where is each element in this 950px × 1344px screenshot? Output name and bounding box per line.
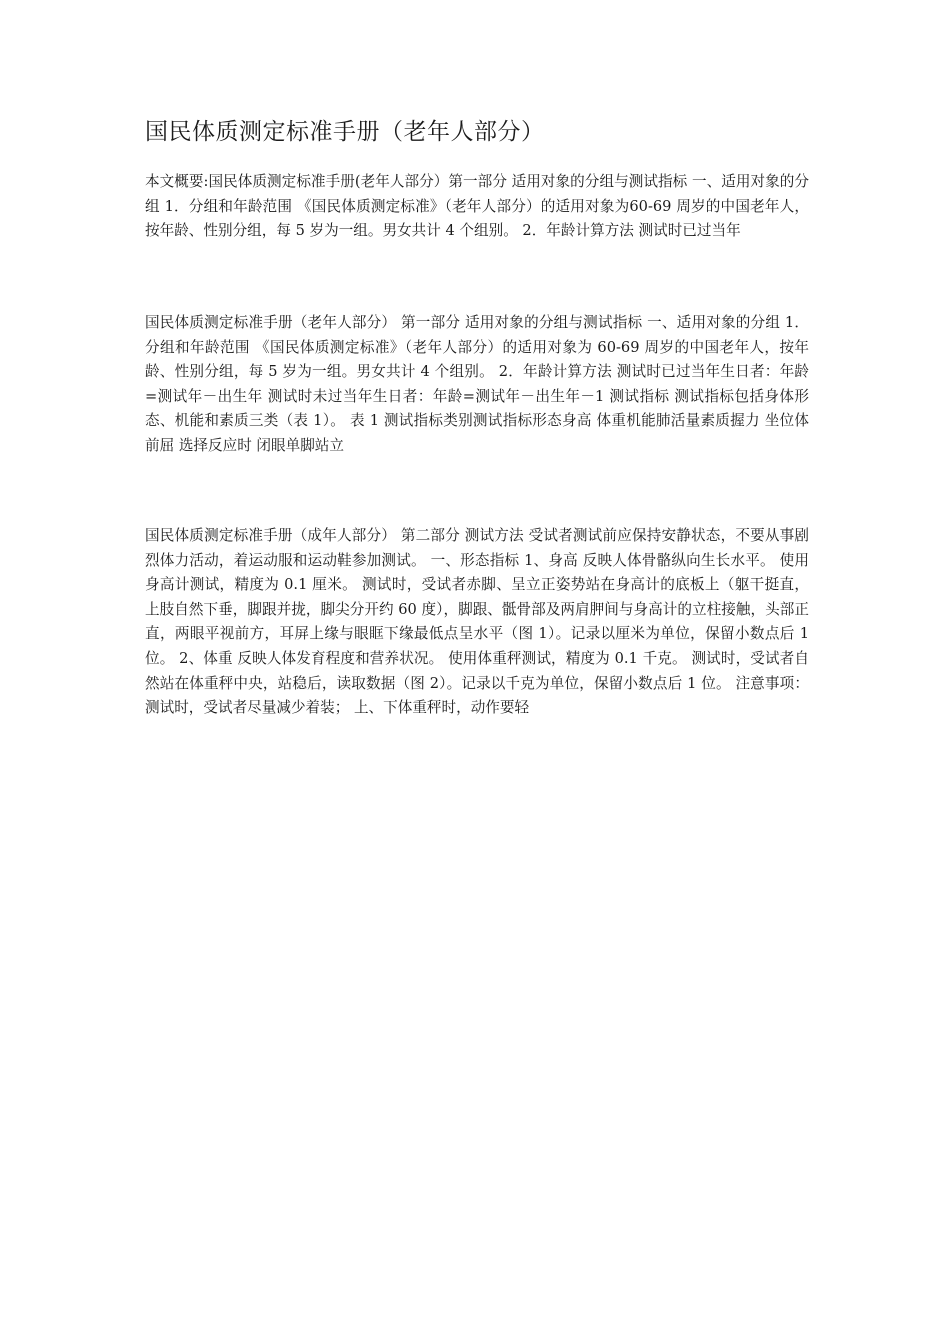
document-title: 国民体质测定标准手册（老年人部分） [145,119,545,145]
document-summary: 本文概要:国民体质测定标准手册(老年人部分）第一部分 适用对象的分组与测试指标 一、适用对象的分组 1．分组和年龄范围 《国民体质测定标准》（老年人部分）的适用对象为60-69 周岁的中国老年人，按年龄、性别分组，每 5 岁为一组。男女共计 4 个组别。 2．年龄计算方法 测试时已过当年 [145,173,809,239]
body-paragraph-1: 国民体质测定标准手册（老年人部分） 第一部分 适用对象的分组与测试指标 一、适用对象的分组 1．分组和年龄范围 《国民体质测定标准》（老年人部分）的适用对象为 60-69 周岁的中国老年人，按年龄、性别分组，每 5 岁为一组。男女共计 4 个组别。 2．年龄计算方法 测试时已过当年生日者：年龄=测试年－出生年 测试时未过当年生日者：年龄=测试年－出生年－1 测试指标 测试指标包括身体形态、机能和素质三类（表 1）。 表 1 测试指标类别测试指标形态身高 体重机能肺活量素质握力 坐位体前屈 选择反应时 闭眼单脚站立 [145,314,809,454]
body-paragraph-2: 国民体质测定标准手册（成年人部分） 第二部分 测试方法 受试者测试前应保持安静状态，不要从事剧烈体力活动，着运动服和运动鞋参加测试。 一、形态指标 1、身高 反映人体骨骼纵向生长水平。 使用身高计测试，精度为 0.1 厘米。 测试时，受试者赤脚、呈立正姿势站在身高计的底板上（躯干挺直，上肢自然下垂，脚跟并拢，脚尖分开约 60 度），脚跟、骶骨部及两肩胛间与身高计的立柱接触，头部正直，两眼平视前方，耳屏上缘与眼眶下缘最低点呈水平（图 1）。记录以厘米为单位，保留小数点后 1 位。 2、体重 反映人体发育程度和营养状况。 使用体重秤测试，精度为 0.1 千克。 测试时，受试者自然站在体重秤中央，站稳后，读取数据（图 2）。记录以千克为单位，保留小数点后 1 位。 注意事项： 测试时，受试者尽量减少着装； 上、下体重秤时，动作要轻 [145,527,809,717]
